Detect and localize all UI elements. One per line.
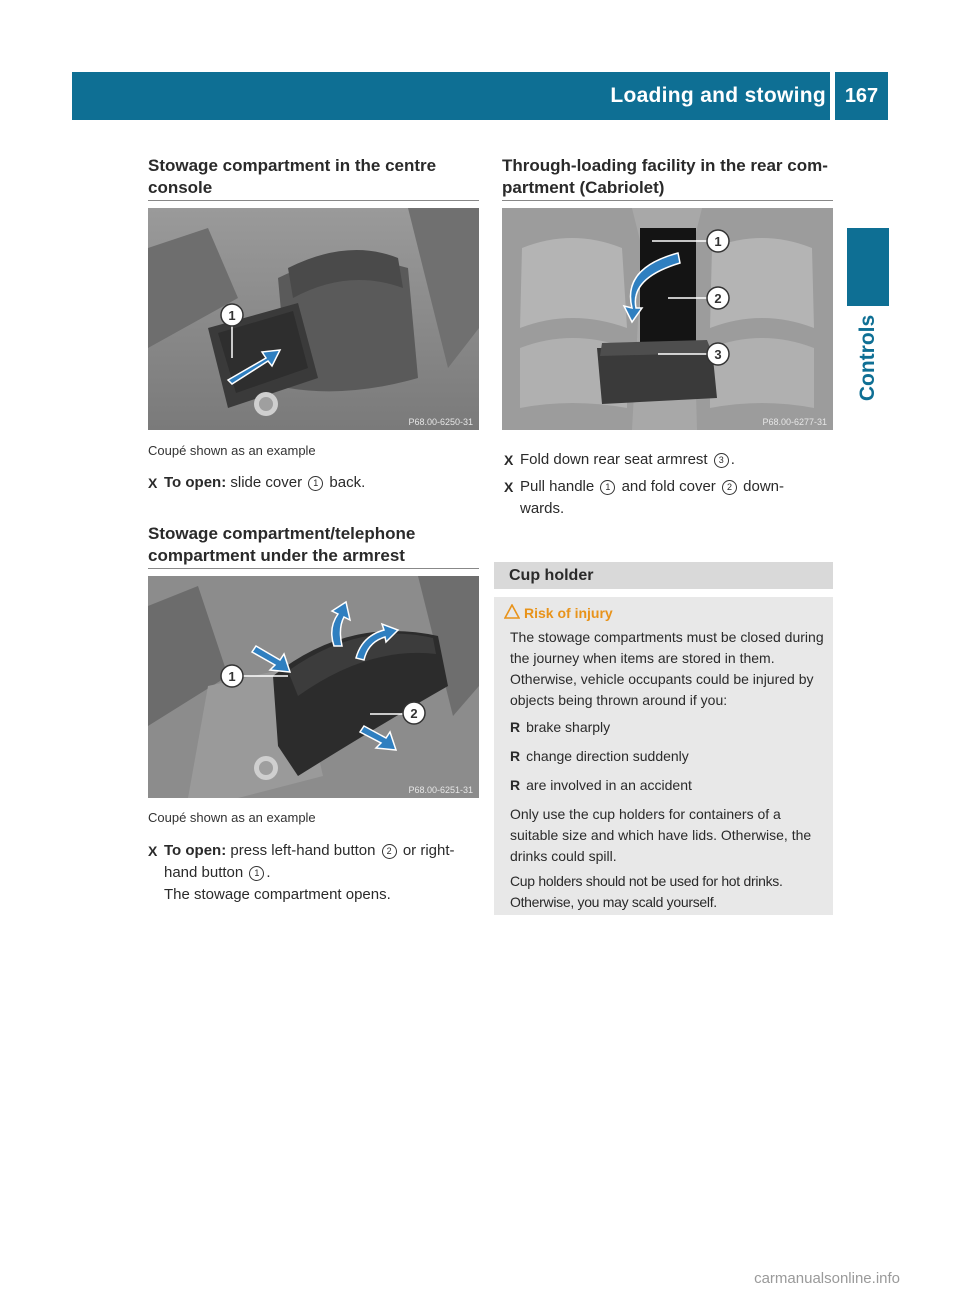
- step-arrow-icon: X: [148, 843, 158, 859]
- heading-line: Stowage compartment/telephone: [148, 524, 416, 543]
- callout-number: 2: [722, 480, 737, 495]
- svg-text:2: 2: [714, 291, 722, 306]
- heading-rule: [502, 200, 833, 201]
- svg-text:1: 1: [228, 669, 236, 684]
- warning-paragraph: Cup holders should not be used for hot drinks. Otherwise, you may scald yourself.: [510, 873, 783, 910]
- photo-code: P68.00-6250-31: [408, 417, 473, 427]
- photo-through-loading: [502, 208, 833, 430]
- photo-centre-console: [148, 208, 479, 430]
- section-heading-cup-holder: Cup holder: [494, 562, 833, 589]
- heading-line: console: [148, 178, 213, 197]
- heading-line: Through-loading facility in the rear com-: [502, 156, 828, 175]
- svg-text:2: 2: [410, 706, 418, 721]
- svg-text:3: 3: [714, 347, 722, 362]
- warning-triangle-icon: [504, 604, 520, 619]
- page-header-title: Loading and stowing: [610, 84, 826, 107]
- footer-watermark: carmanualsonline.info: [754, 1270, 900, 1287]
- warning-bullet: R are involved in an accident: [510, 777, 692, 793]
- warning-box: [494, 597, 833, 915]
- heading-line: partment (Cabriolet): [502, 178, 665, 197]
- heading-rule: [148, 568, 479, 569]
- photo-caption: Coupé shown as an example: [148, 810, 316, 825]
- instruction-step: X Pull handle 1 and fold cover 2 down- wards.: [504, 478, 784, 517]
- warning-paragraph: The stowage compartments must be closed during the journey when items are stored in them. Otherwise, vehicle occupants could be injured by objects being thrown around if you:: [510, 629, 824, 708]
- step-arrow-icon: X: [504, 452, 514, 468]
- section-heading-through-loading: [502, 155, 828, 199]
- section-heading-armrest: [148, 523, 415, 567]
- svg-text:1: 1: [228, 308, 236, 323]
- callout-number: 2: [382, 844, 397, 859]
- step-arrow-icon: X: [504, 479, 514, 495]
- instruction-step: X Fold down rear seat armrest 3 .: [520, 449, 833, 471]
- instruction-step: X To open: press left-hand button 2 or right- hand button 1 . The stowage compartment opens.: [148, 842, 455, 903]
- warning-bullet: R change direction suddenly: [510, 748, 689, 764]
- svg-text:1: 1: [714, 234, 722, 249]
- side-tab-label: Controls: [856, 314, 879, 402]
- photo-armrest: [148, 576, 479, 798]
- photo-caption: Coupé shown as an example: [148, 443, 316, 458]
- photo-code: P68.00-6251-31: [408, 785, 473, 795]
- heading-line: Stowage compartment in the centre: [148, 156, 437, 175]
- side-tab-marker: [847, 228, 889, 306]
- callout-number: 1: [600, 480, 615, 495]
- section-heading-centre-console: [148, 155, 436, 199]
- callout-number: 1: [308, 476, 323, 491]
- warning-title: Risk of injury: [524, 603, 828, 624]
- step-arrow-icon: X: [148, 475, 158, 491]
- warning-paragraph: Only use the cup holders for containers of a suitable size and which have lids. Otherwise, the drinks could spill.: [510, 806, 812, 864]
- page-number: 167: [835, 72, 888, 120]
- warning-bullet: R brake sharply: [510, 719, 611, 735]
- heading-rule: [148, 200, 479, 201]
- callout-number: 1: [249, 866, 264, 881]
- callout-number: 3: [714, 453, 729, 468]
- heading-line: compartment under the armrest: [148, 546, 405, 565]
- instruction-step: X To open: slide cover 1 back.: [164, 472, 480, 494]
- photo-code: P68.00-6277-31: [762, 417, 827, 427]
